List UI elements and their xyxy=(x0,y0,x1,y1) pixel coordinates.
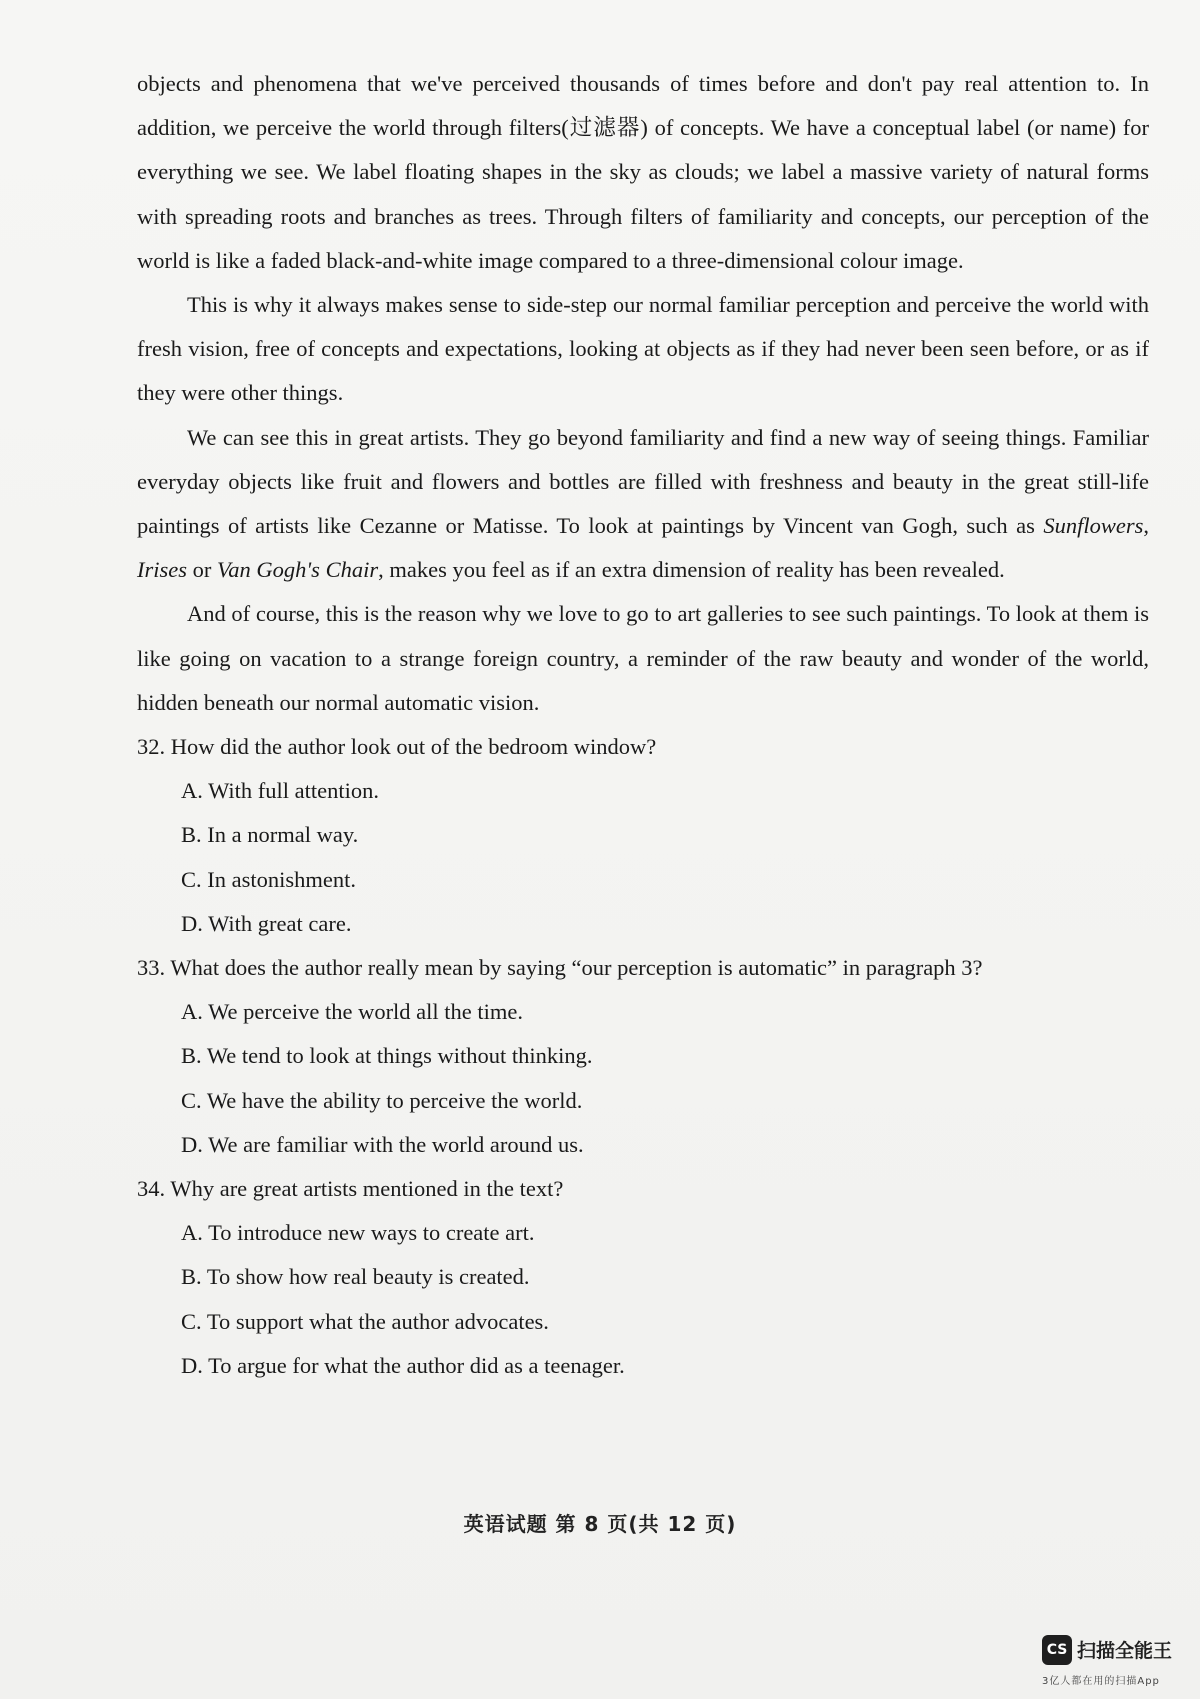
camscanner-logo-icon: CS xyxy=(1042,1635,1072,1665)
p1-line: clouds; we label a massive variety of natural forms with spreading roots and branches as trees. xyxy=(137,159,1149,229)
p1-line: and-white image compared to a three-dimensional colour image. xyxy=(382,247,964,273)
p3-text-a: We can see this in great artists. They go beyond familiarity and find a new way of seeing things. Familiar everyday objects like fruit and flowers and bottles are filled with freshness and beauty in the great still-life paintings of artists like Cezanne or Matisse. To look at paintings by Vincent van Gogh, such as xyxy=(137,424,1149,539)
option-c: C. In astonishment. xyxy=(181,866,356,892)
question-text: Why are great artists mentioned in the text? xyxy=(170,1176,564,1202)
question-text: How did the author look out of the bedroom window? xyxy=(170,734,657,760)
page-footer: 英语试题 第 8 页(共 12 页) xyxy=(463,1512,737,1536)
p1-line: Through filters of familiarity and concepts, our perception of the world is like a faded black- xyxy=(137,203,1150,273)
option-d: D. With great care. xyxy=(181,910,352,936)
question-number: 34. xyxy=(137,1176,166,1202)
p1-line: objects and phenomena that we've perceived thousands of times before and don't pay real xyxy=(137,71,1009,96)
p3-sep-2: or xyxy=(187,557,217,583)
paragraph-4: And of course, this is the reason why we love to go to art galleries to see such paintings. To look at them is like going on vacation to a strange foreign country, a reminder of the raw beauty and wonder of the world, hidden beneath our normal automatic vision. xyxy=(137,601,1149,715)
option-c: C. We have the ability to perceive the world. xyxy=(181,1087,583,1113)
option-a: A. To introduce new ways to create art. xyxy=(181,1220,535,1246)
question-33 xyxy=(137,946,1149,1167)
question-32 xyxy=(137,725,1149,946)
p3-sep-1: , xyxy=(1143,513,1149,539)
paragraph-3 xyxy=(137,416,1149,593)
question-stem xyxy=(137,946,1149,990)
option-a: A. With full attention. xyxy=(181,778,380,804)
painting-title-irises: Irises xyxy=(137,557,187,583)
option-b: B. We tend to look at things without thinking. xyxy=(181,1043,593,1069)
option-b: B. In a normal way. xyxy=(181,822,359,848)
question-text: What does the author really mean by saying “our perception is automatic” in paragraph 3? xyxy=(170,955,983,981)
question-stem xyxy=(137,1167,1149,1211)
question-34 xyxy=(137,1167,1149,1388)
painting-title-chair: Van Gogh's Chair xyxy=(217,557,379,583)
p3-text-b: , makes you feel as if an extra dimension of reality has been revealed. xyxy=(378,557,1005,583)
page-content xyxy=(137,62,1149,1388)
p1-line: a conceptual label (or name) for everything we see. We label floating shapes in the sky as xyxy=(137,115,1149,185)
paragraph-1 xyxy=(137,62,1149,283)
scanner-watermark xyxy=(1042,1635,1192,1691)
watermark-subtitle: 3亿人都在用的扫描App xyxy=(1042,1676,1160,1687)
watermark-title: 扫描全能王 xyxy=(1077,1640,1173,1662)
paragraph-2: This is why it always makes sense to side-step our normal familiar perception and perceive the world with fresh vision, free of concepts and expectations, looking at objects as if they had never been seen before, or as if they were other things. xyxy=(137,292,1149,406)
question-stem xyxy=(137,725,1149,769)
option-b: B. To show how real beauty is created. xyxy=(181,1264,530,1290)
painting-title-sunflowers: Sunflowers xyxy=(1043,513,1144,539)
option-d: D. To argue for what the author did as a teenager. xyxy=(181,1352,625,1378)
question-number: 33. xyxy=(137,955,166,981)
option-a: A. We perceive the world all the time. xyxy=(181,999,524,1025)
option-d: D. We are familiar with the world around us. xyxy=(181,1131,584,1157)
p1-line: attention to. In addition, we perceive the world through filters(过滤器) of concepts. We have xyxy=(137,71,1149,141)
question-number: 32. xyxy=(137,734,166,760)
option-c: C. To support what the author advocates. xyxy=(181,1308,549,1334)
